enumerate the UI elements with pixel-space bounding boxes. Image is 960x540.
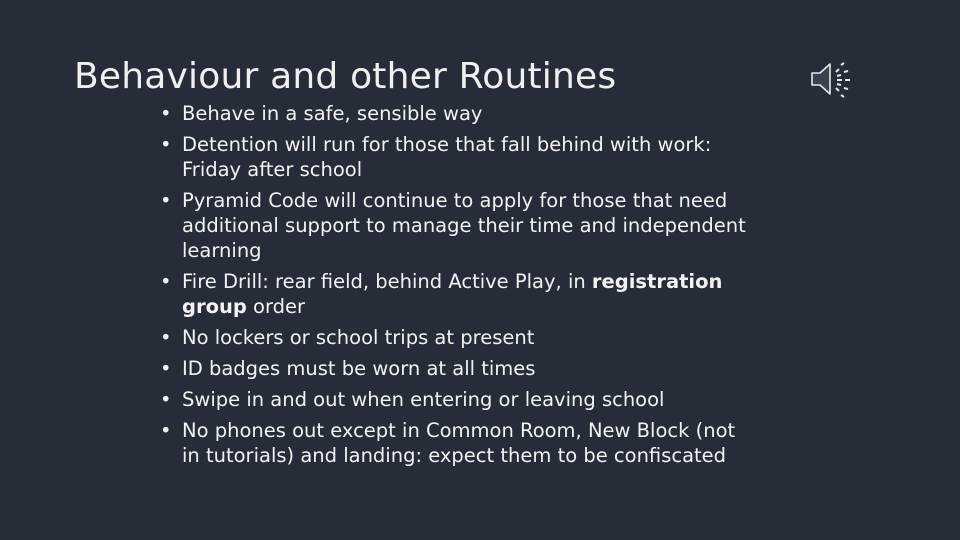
bullet-dot: • (160, 189, 172, 212)
bullet-dot: • (160, 133, 172, 156)
speaker-icon-graphic (806, 56, 852, 102)
bullet-dot: • (160, 102, 172, 125)
bullet-line: additional support to manage their time and independent (182, 214, 746, 237)
bullet-line: Detention will run for those that fall behind with work: (182, 133, 712, 156)
bullet-dot: • (160, 419, 172, 442)
bullet-text: Fire Drill: rear field, behind Active Play, in (182, 270, 592, 293)
bullet-line: ID badges must be worn at all times (182, 357, 536, 380)
bullet-line (182, 294, 818, 319)
bullet-dot: • (160, 326, 172, 349)
bullet-list (158, 101, 818, 474)
bullet-line: Pyramid Code will continue to apply for those that need (182, 189, 728, 212)
bullet-line: Swipe in and out when entering or leaving school (182, 388, 665, 411)
bullet-bold-text: group (182, 295, 247, 318)
bullet-item (158, 325, 818, 350)
bullet-item (158, 418, 818, 468)
bullet-item (158, 132, 818, 182)
bullet-dot: • (160, 270, 172, 293)
bullet-item (158, 356, 818, 381)
bullet-item (158, 269, 818, 319)
bullet-item (158, 387, 818, 412)
bullet-dot: • (160, 357, 172, 380)
slide-title: Behaviour and other Routines (74, 56, 617, 97)
bullet-line: Behave in a safe, sensible way (182, 102, 483, 125)
bullet-bold-text: registration (591, 270, 723, 293)
bullet-line: No phones out except in Common Room, New Block (not (182, 419, 736, 442)
bullet-text: order (246, 295, 306, 318)
bullet-dot: • (160, 388, 172, 411)
bullet-line: learning (182, 239, 262, 262)
speaker-icon[interactable] (806, 56, 852, 102)
bullet-line: No lockers or school trips at present (182, 326, 535, 349)
bullet-item (158, 188, 818, 263)
bullet-item (158, 101, 818, 126)
bullet-line: in tutorials) and landing: expect them to be confiscated (182, 444, 727, 467)
bullet-line (182, 269, 818, 294)
bullet-line: Friday after school (182, 158, 363, 181)
